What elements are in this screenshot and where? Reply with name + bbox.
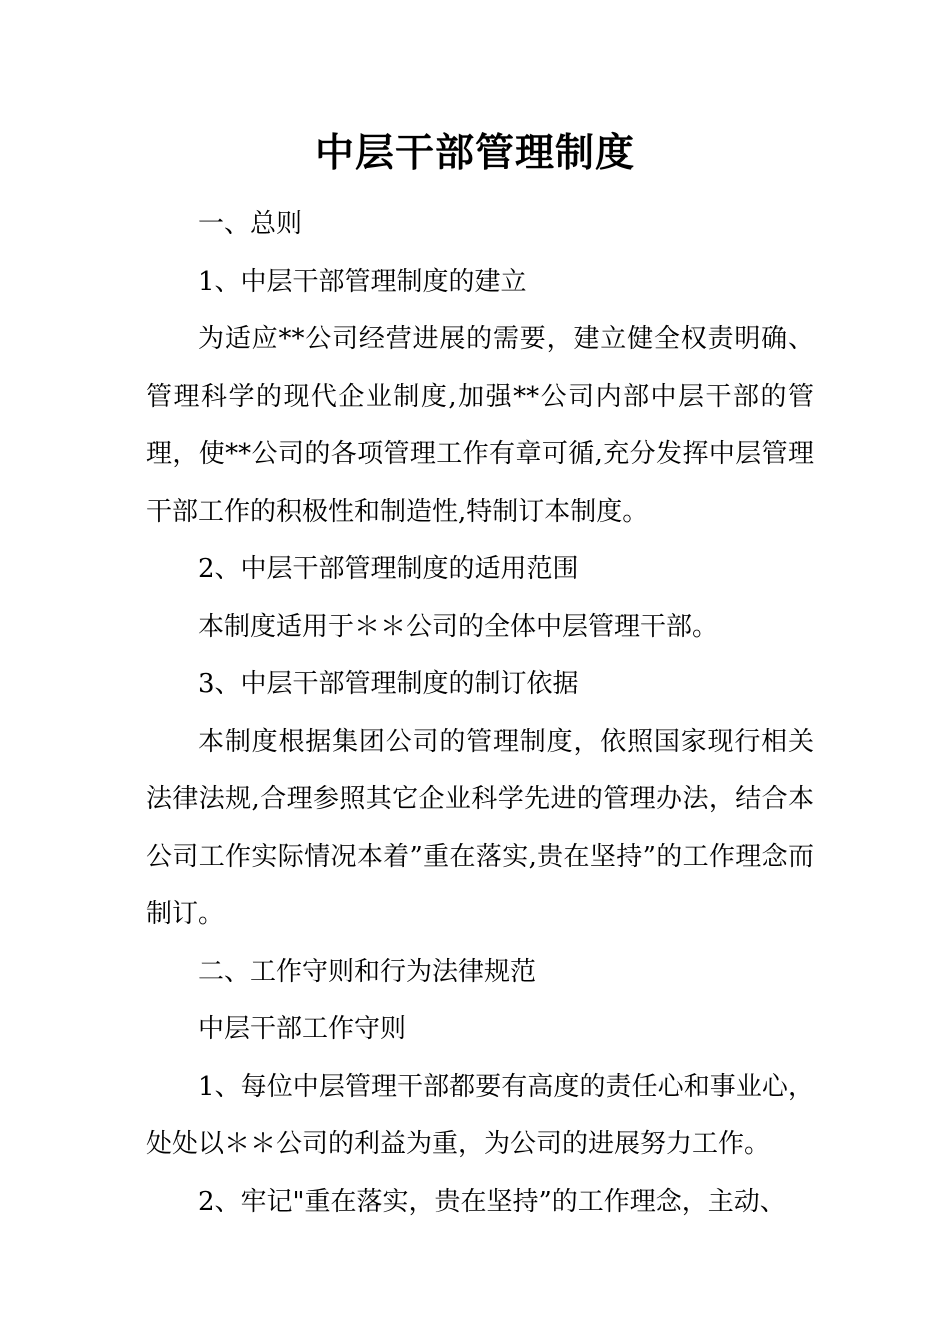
subsection-heading-establishment: 1、中层干部管理制度的建立 <box>198 266 527 297</box>
paragraph-rule-2: 2、牢记"重在落实，贵在坚持”的工作理念，主动、 <box>198 1186 786 1217</box>
paragraph-purpose: 为适应**公司经营进展的需要，建立健全权责明确、管理科学的现代企业制度,加强**公司内部中层干部的管理，使**公司的各项管理工作有章可循,充分发挥中层管理干部工作的积极性和制造性,特制订本制度。 <box>146 324 814 527</box>
paragraph-basis: 本制度根据集团公司的管理制度，依照国家现行相关法律法规,合理参照其它企业科学先进的管理办法，结合本公司工作实际情况本着”重在落实,贵在坚持”的工作理念而制订。 <box>146 726 814 929</box>
subsection-heading-basis: 3、中层干部管理制度的制订依据 <box>198 669 579 699</box>
paragraph-rule-1: 1、每位中层管理干部都要有高度的责任心和事业心，处处以＊＊公司的利益为重，为公司的进展努力工作。 <box>146 1071 814 1159</box>
subsection-heading-work-rules: 中层干部工作守则 <box>198 1014 407 1044</box>
document-body <box>146 196 814 1231</box>
subsection-heading-scope: 2、中层干部管理制度的适用范围 <box>198 554 579 584</box>
section-heading-general: 一、总则 <box>198 209 303 239</box>
document-title: 中层干部管理制度 <box>314 130 635 176</box>
paragraph-scope: 本制度适用于＊＊公司的全体中层管理干部。 <box>198 611 719 642</box>
section-heading-conduct: 二、工作守则和行为法律规范 <box>198 956 537 987</box>
